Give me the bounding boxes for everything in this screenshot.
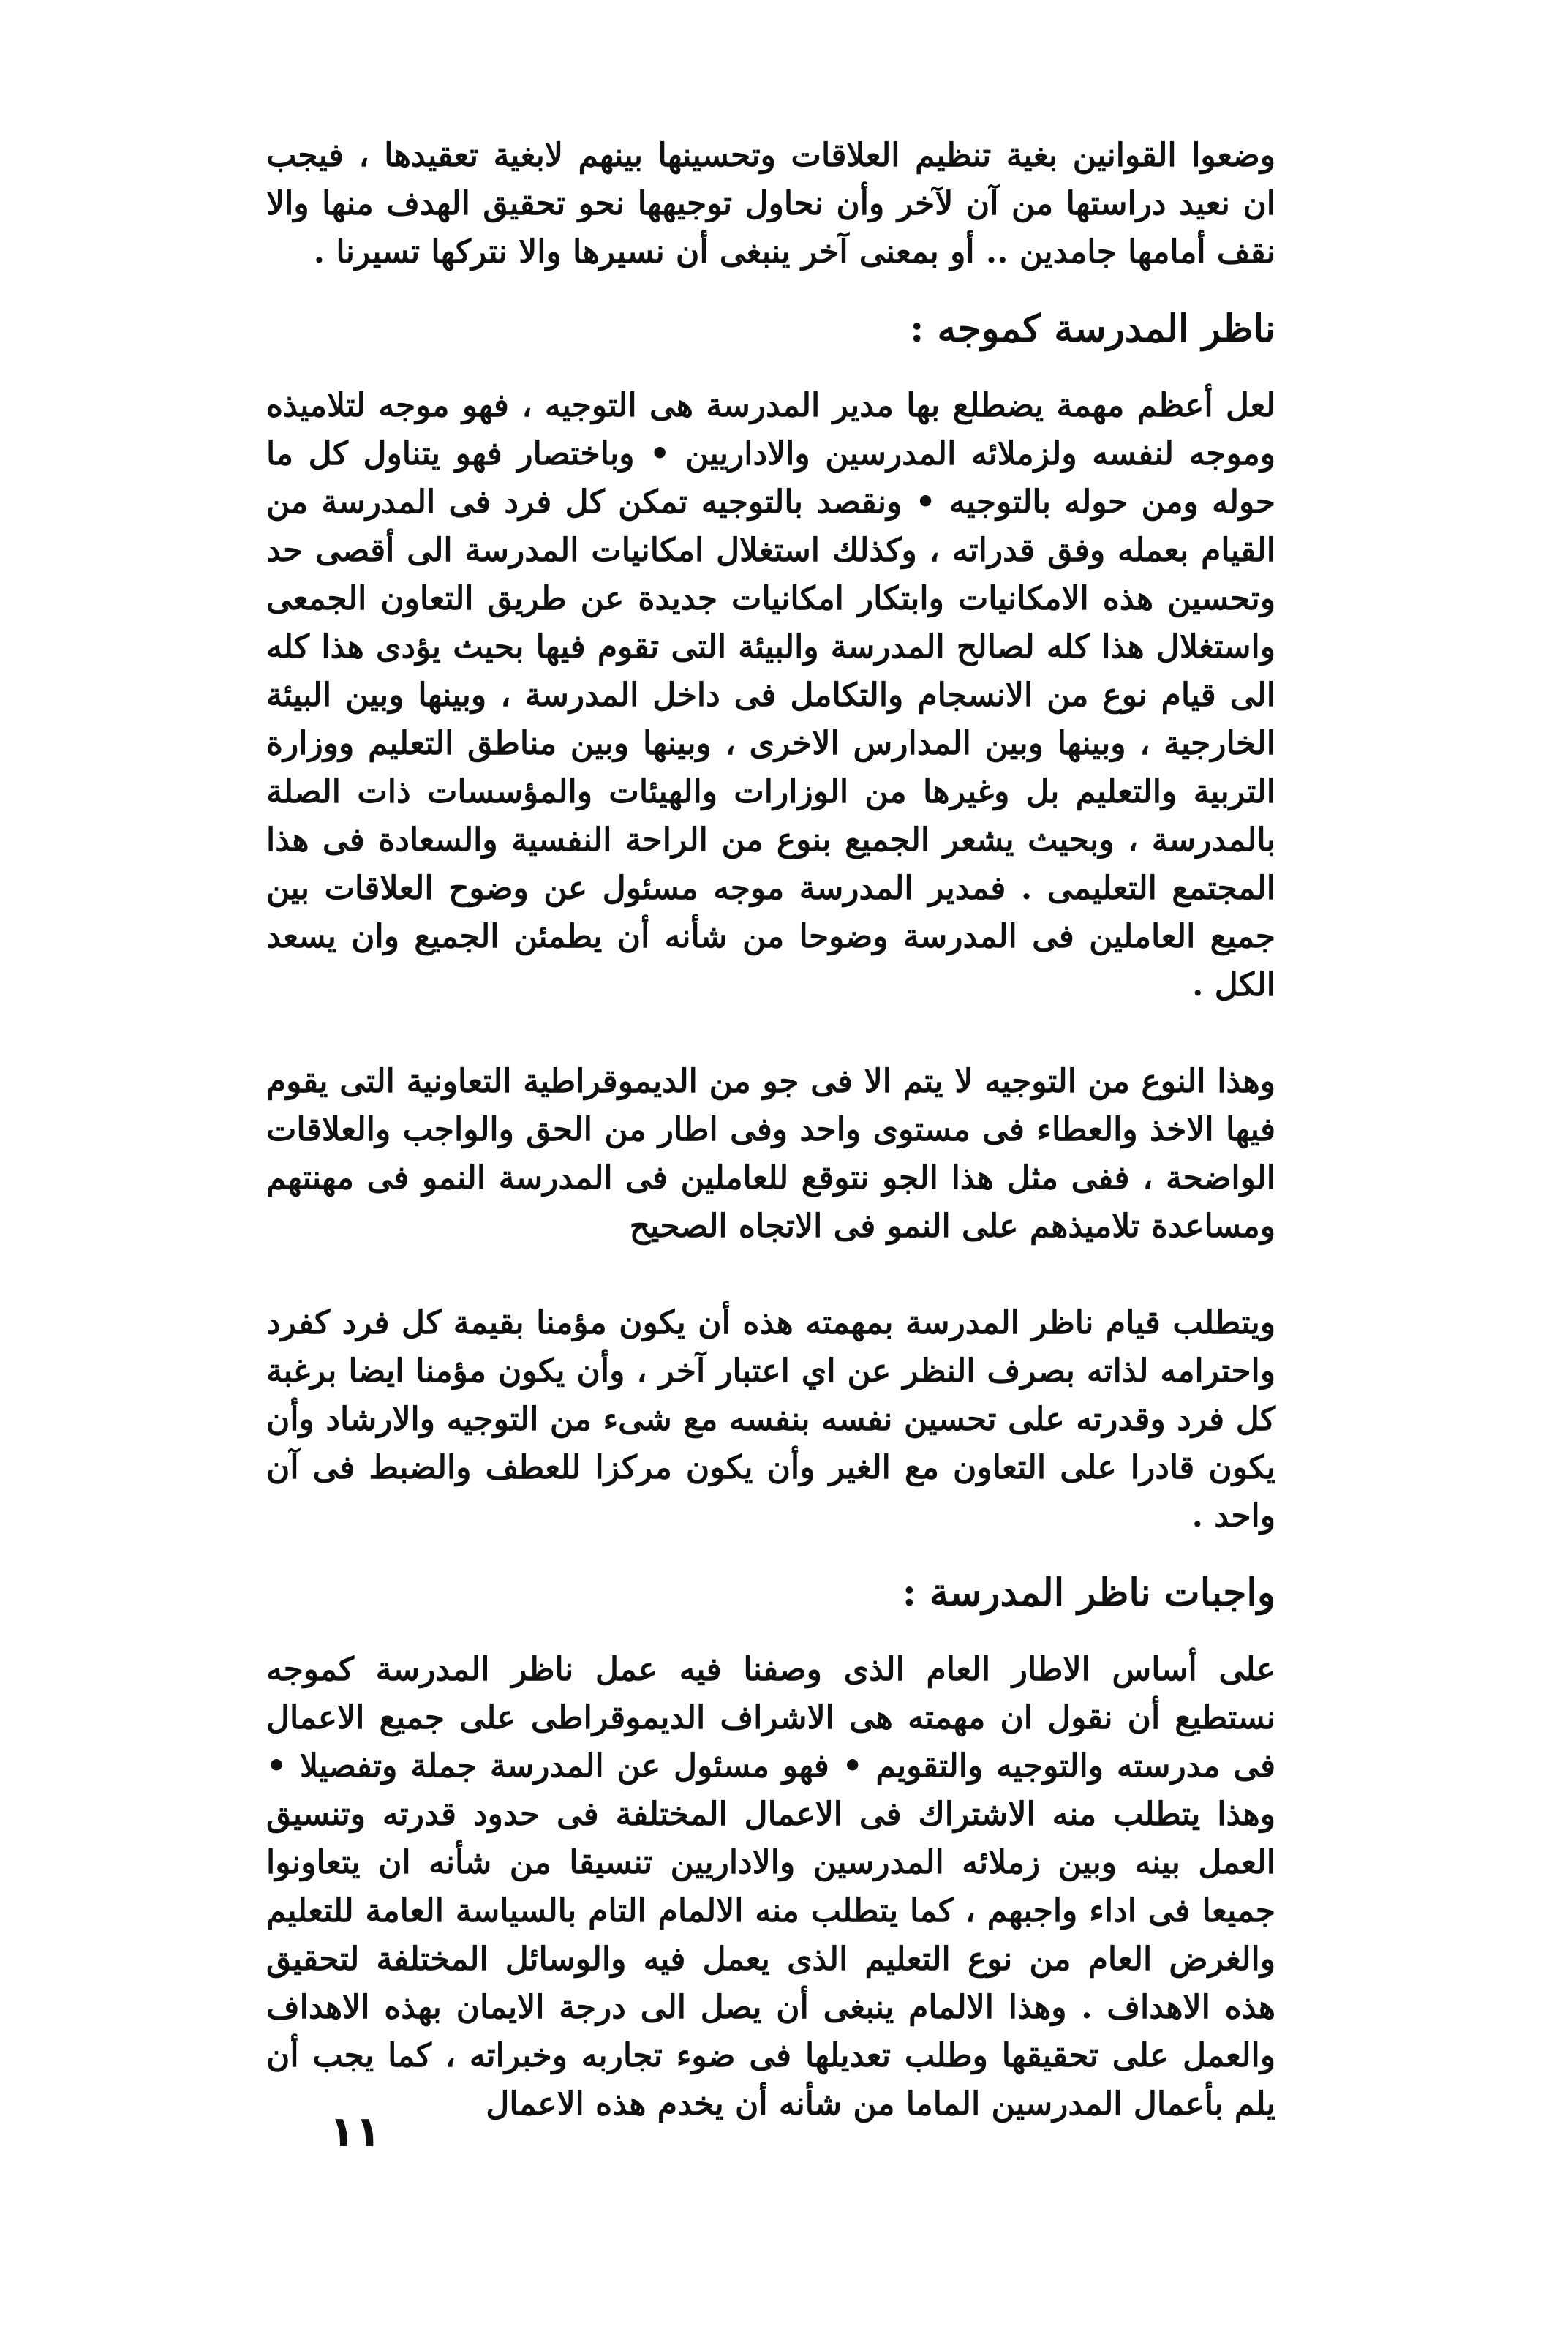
paragraph-intro: وضعوا القوانين بغية تنظيم العلاقات وتحسينها بينهم لابغية تعقيدها ، فيجب ان نعيد دراستها من آن لآخر وأن نحاول توجيهها نحو تحقيق الهدف منها والا نقف أمامها جامدين .. أو بمعنى آخر ينبغى أن نسيرها والا نتركها تسيرنا . <box>266 137 1275 271</box>
paragraph-gap <box>266 1251 1275 1299</box>
heading-principal-as-guide: ناظر المدرسة كموجه : <box>910 306 1275 351</box>
page-number: ١١ <box>329 2107 381 2156</box>
page-body <box>266 132 1275 2128</box>
paragraph-guidance-role: لعل أعظم مهمة يضطلع بها مدير المدرسة هى التوجيه ، فهو موجه لتلاميذه وموجه لنفسه ولزملائه المدرسين والاداريين • وباختصار فهو يتناول كل ما حوله ومن حوله بالتوجيه • ونقصد بالتوجيه تمكن كل فرد فى المدرسة من القيام بعمله وفق قدراته ، وكذلك استغلال امكانيات المدرسة الى أقصى حد وتحسين هذه الامكانيات وابتكار امكانيات جديدة عن طريق التعاون الجمعى واستغلال هذا كله لصالح المدرسة والبيئة التى تقوم فيها بحيث يؤدى هذا كله الى قيام نوع من الانسجام والتكامل فى داخل المدرسة ، وبينها وبين البيئة الخارجية ، وبينها وبين المدارس الاخرى ، وبينها وبين مناطق التعليم ووزارة التربية والتعليم بل وغيرها من الوزارات والهيئات والمؤسسات ذات الصلة بالمدرسة ، وبحيث يشعر الجميع بنوع من الراحة النفسية والسعادة فى هذا المجتمع التعليمى . فمدير المدرسة موجه مسئول عن وضوح العلاقات بين جميع العاملين فى المدرسة وضوحا من شأنه أن يطمئن الجميع وان يسعد الكل . <box>266 387 1275 1004</box>
paragraph-democracy: وهذا النوع من التوجيه لا يتم الا فى جو من الديموقراطية التعاونية التى يقوم فيها الاخذ والعطاء فى مستوى واحد وفى اطار من الحق والواجب والعلاقات الواضحة ، ففى مثل هذا الجو نتوقع للعاملين فى المدرسة النمو فى مهنتهم ومساعدة تلاميذهم على النمو فى الاتجاه الصحيح <box>266 1063 1275 1245</box>
heading-principal-duties: واجبات ناظر المدرسة : <box>902 1570 1275 1615</box>
paragraph-gap <box>266 1009 1275 1058</box>
paragraph-duties: على أساس الاطار العام الذى وصفنا فيه عمل ناظر المدرسة كموجه نستطيع أن نقول ان مهمته هى الاشراف الديموقراطى على جميع الاعمال فى مدرسته والتوجيه والتقويم • فهو مسئول عن المدرسة جملة وتفصيلا • وهذا يتطلب منه الاشتراك فى الاعمال المختلفة فى حدود قدرته وتنسيق العمل بينه وبين زملائه المدرسين والاداريين تنسيقا من شأنه ان يتعاونوا جميعا فى اداء واجبهم ، كما يتطلب منه الالمام التام بالسياسة العامة للتعليم والغرض العام من نوع التعليم الذى يعمل فيه والوسائل المختلفة لتحقيق هذه الاهداف . وهذا الالمام ينبغى أن يصل الى درجة الايمان بهذه الاهداف والعمل على تحقيقها وطلب تعديلها فى ضوء تجاربه وخبراته ، كما يجب أن يلم بأعمال المدرسين الماما من شأنه أن يخدم هذه الاعمال <box>266 1651 1275 2123</box>
paragraph-requirements: ويتطلب قيام ناظر المدرسة بمهمته هذه أن يكون مؤمنا بقيمة كل فرد كفرد واحترامه لذاته بصرف النظر عن اي اعتبار آخر ، وأن يكون مؤمنا ايضا برغبة كل فرد وقدرته على تحسين نفسه بنفسه مع شىء من التوجيه والارشاد وأن يكون قادرا على التعاون مع الغير وأن يكون مركزا للعطف والضبط فى آن واحد . <box>266 1304 1275 1535</box>
